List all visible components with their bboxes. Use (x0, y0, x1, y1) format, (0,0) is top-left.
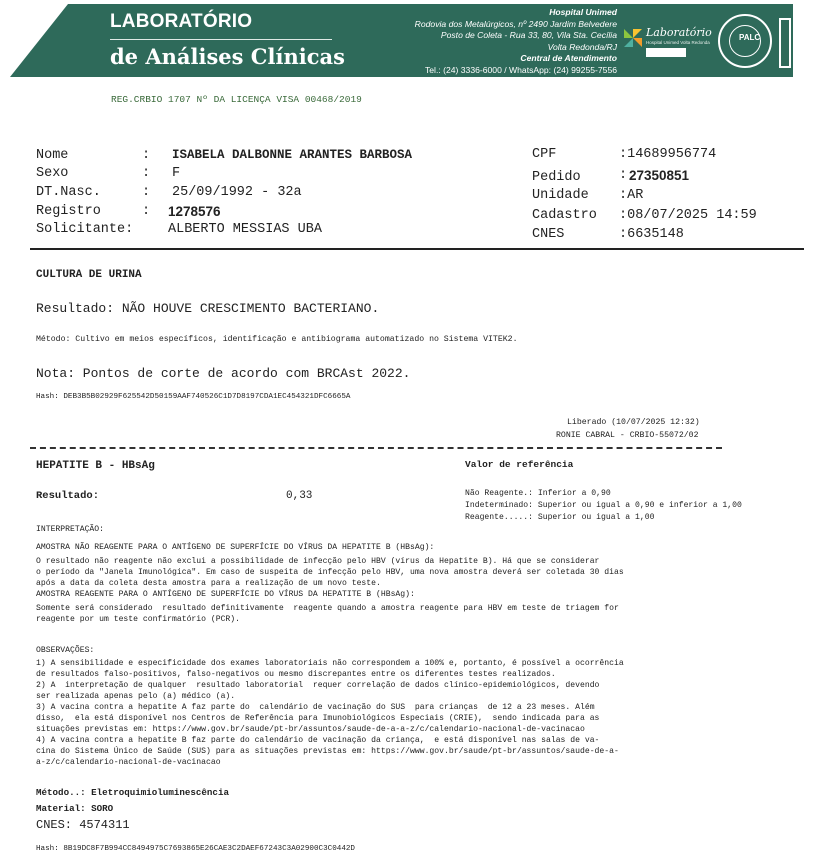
interp-line: após a data da coleta desta amostra para a realização de um novo teste. (36, 579, 381, 588)
nasc-label: DT.Nasc. (36, 185, 101, 200)
urine-signer: RONIE CABRAL - CRBIO-55072/02 (556, 431, 699, 440)
info-divider (30, 248, 804, 250)
cadastro-label: Cadastro (532, 208, 597, 223)
certification-stamp-icon (779, 18, 791, 68)
interp-line: AMOSTRA REAGENTE PARA O ANTÍGENO DE SUPERFÍCIE DO VÍRUS DA HEPATITE B (HBsAg): (36, 590, 415, 599)
logo-subtitle: Hospital Unimed Volta Redonda (646, 40, 710, 45)
hbsag-hash: Hash: 8B19DC8F7B994CC8494975C7693865E26CAE3C2DAEF67243C3A02900C3C0442D (36, 845, 355, 853)
interpretation-title: INTERPRETAÇÃO: (36, 525, 104, 534)
obs-line: 3) A vacina contra a hepatite A faz parte do calendário de vacinação do SUS para crianças de 12 a 23 meses. Além (36, 703, 595, 712)
section-dashed-divider (30, 447, 722, 449)
patient-pedido: 27350851 (629, 168, 690, 183)
lab-title-line2: de Análises Clínicas (110, 44, 345, 69)
pedido-sep: : (619, 168, 628, 183)
banner-diagonal-cut (10, 4, 68, 77)
registro-sep: : (142, 204, 151, 219)
hbsag-section-title: HEPATITE B - HBsAg (36, 460, 155, 472)
reference-nao-reagente: Não Reagente.: Inferior a 0,90 (465, 489, 611, 498)
obs-line: 4) A vacina contra a hepatite B faz parte do calendário de vacinação da criança, e está disponível nas salas de va- (36, 736, 600, 745)
hbsag-material: Material: SORO (36, 803, 114, 814)
patient-sex: F (172, 166, 181, 181)
address-line2: Posto de Coleta - Rua 33, 80, Vila Sta. Cecília (440, 30, 617, 40)
address-line1: Rodovia dos Metalúrgicos, nº 2490 Jardim Belvedere (414, 18, 617, 29)
unidade-label: Unidade (532, 188, 589, 203)
obs-line: cina do Sistema Único de Saúde (SUS) para as situações previstas em: https://www.gov.br/saude/pt-br/assuntos/saude-de-a- (36, 747, 619, 756)
observations-title: OBSERVAÇÕES: (36, 646, 95, 655)
logo-name: Laboratório (646, 26, 712, 39)
interp-line: reagente por um teste confirmatório (PCR). (36, 615, 240, 624)
lab-logo (624, 26, 716, 56)
obs-line: 1) A sensibilidade e especificidade dos exames laboratoriais não correspondem a 100% e, portanto, é possível a ocorrência (36, 659, 624, 668)
nasc-sep: : (142, 185, 151, 200)
patient-cnes: :6635148 (619, 227, 684, 242)
patient-solicitante: ALBERTO MESSIAS UBA (168, 222, 322, 237)
urine-method: Método: Cultivo em meios específicos, identificação e antibiograma automatizado no Sistema VITEK2. (36, 335, 518, 344)
lab-title-line1: LABORATÓRIO (110, 11, 253, 32)
reference-reagente: Reagente.....: Superior ou igual a 1,00 (465, 513, 655, 522)
patient-registro: 1278576 (168, 204, 221, 219)
interp-line: o período da "Janela Imunológica". Em caso de suspeita de infecção pelo HBV, uma nova amostra deverá ser coletada 30 dias (36, 568, 624, 577)
lab-header-banner (10, 4, 793, 77)
address-line3: Volta Redonda/RJ (547, 41, 617, 52)
cnes-label: CNES (532, 227, 565, 242)
patient-birthdate: 25/09/1992 - 32a (172, 185, 302, 200)
nome-label: Nome (36, 148, 69, 163)
sexo-label: Sexo (36, 166, 69, 181)
hbsag-cnes: CNES: 4574311 (36, 818, 130, 832)
reference-indeterminado: Indeterminado: Superior ou igual a 0,90 e inferior a 1,00 (465, 501, 742, 510)
nome-sep: : (142, 148, 151, 163)
obs-line: de resultados falso-positivos, falso-negativos ou mesmo discrepantes entre os diferentes testes realizados. (36, 670, 556, 679)
palc-seal-icon (718, 14, 772, 68)
interp-line: O resultado não reagente não exclui a possibilidade de infecção pelo HBV (vírus da Hepatite B). Há que se considerar (36, 557, 600, 566)
title-divider (110, 39, 332, 40)
obs-line: a-z/c/calendario-nacional-de-vacinacao (36, 758, 221, 767)
patient-cadastro: :08/07/2025 14:59 (619, 208, 757, 223)
central-atendimento: Central de Atendimento (520, 53, 617, 63)
obs-line: situações previstas em: https://www.gov.br/saude/pt-br/assuntos/saude-de-a-a-z/c/calendario-nacional-de-vacinacao (36, 725, 585, 734)
hospital-name: Hospital Unimed (549, 7, 617, 17)
solicitante-label: Solicitante: (36, 222, 134, 237)
phone-numbers: Tel.: (24) 3336-6000 / WhatsApp: (24) 99255-7556 (424, 64, 617, 75)
registration-line: REG.CRBIO 1707 Nº DA LICENÇA VISA 00468/2019 (111, 94, 362, 105)
patient-name: ISABELA DALBONNE ARANTES BARBOSA (172, 148, 413, 162)
urine-released: Liberado (10/07/2025 12:32) (567, 418, 700, 427)
reference-title: Valor de referência (465, 459, 574, 470)
patient-unidade: :AR (619, 188, 644, 203)
obs-line: 2) A interpretação de qualquer resultado laboratorial requer correlação de dados clínico-epidemiológicos, devendo (36, 681, 600, 690)
interp-line: Somente será considerado resultado definitivamente reagente quando a amostra reagente para HBV em teste de triagem for (36, 604, 619, 613)
pinwheel-logo-icon (624, 29, 642, 47)
urine-result: Resultado: NÃO HOUVE CRESCIMENTO BACTERIANO. (36, 301, 380, 316)
urine-section-title: CULTURA DE URINA (36, 269, 142, 281)
urine-hash: Hash: DEB3B5B02929F625542D50159AAF740526C1D7D8197CDA1EC454321DFC6665A (36, 393, 351, 401)
registro-label: Registro (36, 204, 101, 219)
urine-note: Nota: Pontos de corte de acordo com BRCAst 2022. (36, 366, 411, 381)
accreditation-box (646, 48, 686, 57)
hbsag-method: Método..: Eletroquimioluminescência (36, 787, 229, 798)
pedido-label: Pedido (532, 170, 581, 185)
patient-cpf: :14689956774 (619, 147, 717, 162)
interp-line: AMOSTRA NÃO REAGENTE PARA O ANTÍGENO DE SUPERFÍCIE DO VÍRUS DA HEPATITE B (HBsAg): (36, 543, 435, 552)
lab-address (415, 7, 617, 76)
obs-line: ser realizada apenas pelo (a) médico (a). (36, 692, 236, 701)
hbsag-result-label: Resultado: (36, 490, 100, 502)
hbsag-result-value: 0,33 (286, 490, 313, 502)
palc-seal-text: PALC (739, 33, 761, 42)
obs-line: disso, ela está disponível nos Centros de Referência para Imunobiológicos Especiais (CRIE), sendo indicada para as (36, 714, 600, 723)
cpf-label: CPF (532, 147, 557, 162)
sexo-sep: : (142, 166, 151, 181)
